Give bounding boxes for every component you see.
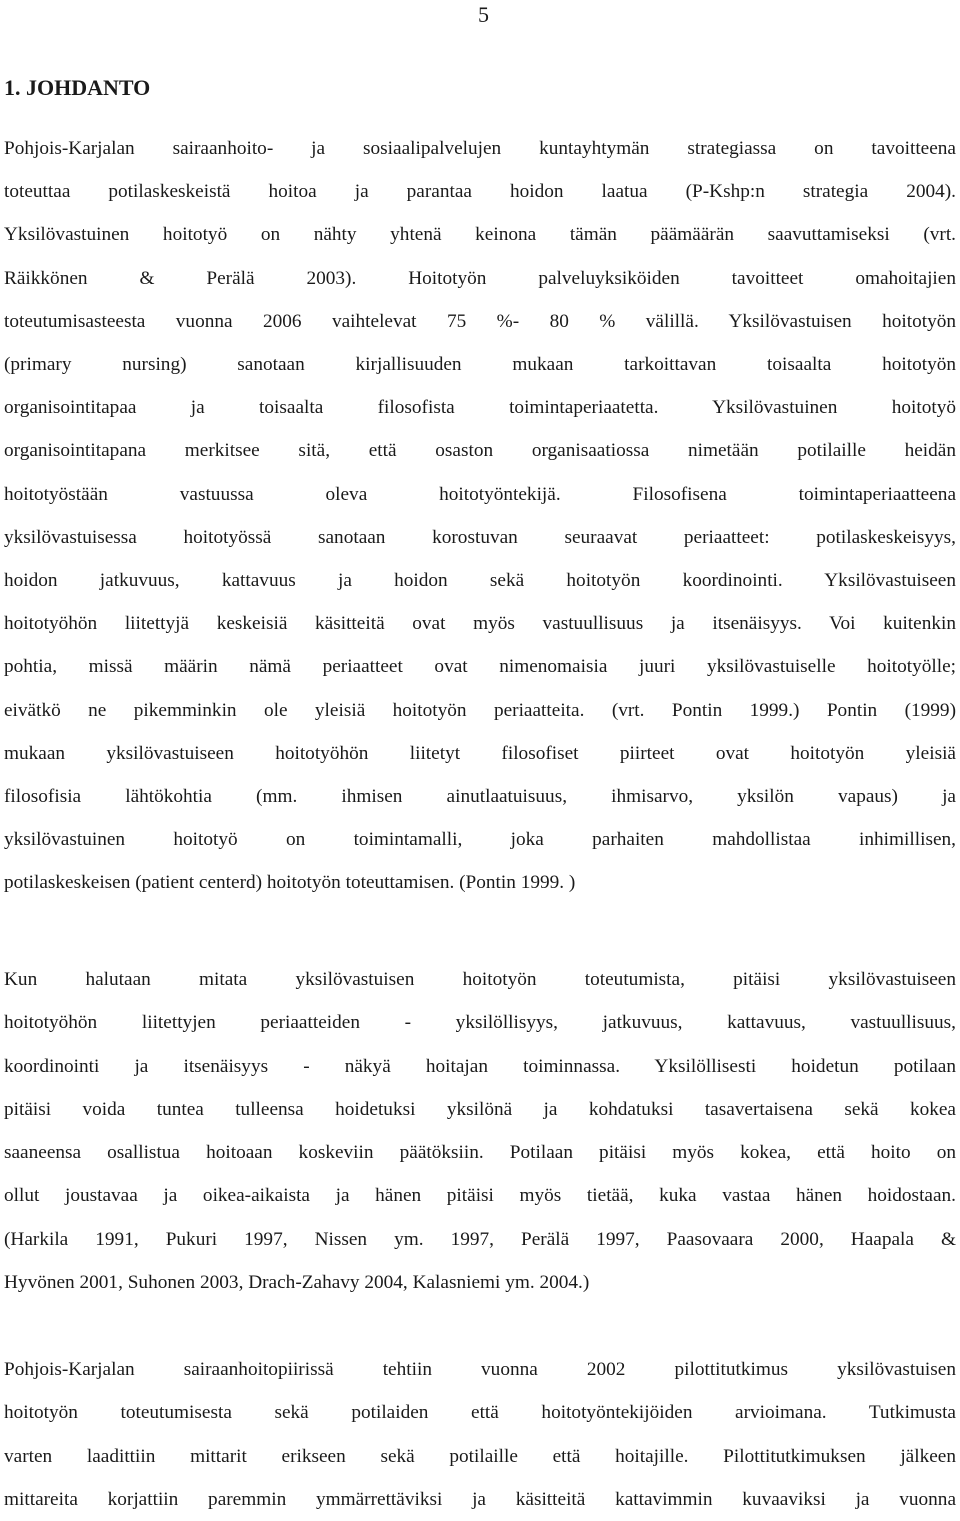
text-line: Yksilövastuinen hoitotyö on nähty yhtenä keinona tämän päämäärän saavuttamiseksi (vrt. (4, 224, 956, 246)
text-line: (primary nursing) sanotaan kirjallisuuden mukaan tarkoittavan toisaalta hoitotyön (4, 354, 956, 376)
text-line: pohtia, missä määrin nämä periaatteet ovat nimenomaisia juuri yksilövastuiselle hoitotyölle; (4, 656, 956, 678)
text-line: organisointitapana merkitsee sitä, että osaston organisaatiossa nimetään potilaille heidän (4, 440, 956, 462)
text-line: hoitotyön toteutumisesta sekä potilaiden että hoitotyöntekijöiden arvioimana. Tutkimusta (4, 1402, 956, 1424)
text-line: hoidon jatkuvuus, kattavuus ja hoidon sekä hoitotyön koordinointi. Yksilövastuiseen (4, 570, 956, 592)
text-line: hoitotyöstään vastuussa oleva hoitotyöntekijä. Filosofisena toimintaperiaatteena (4, 483, 956, 505)
section-heading: 1. JOHDANTO (4, 75, 151, 100)
text-line: Hyvönen 2001, Suhonen 2003, Drach-Zahavy 2004, Kalasniemi ym. 2004.) (4, 1272, 590, 1294)
text-line: organisointitapaa ja toisaalta filosofista toimintaperiaatetta. Yksilövastuinen hoitotyö (4, 397, 956, 419)
text-line: toteutumisasteesta vuonna 2006 vaihtelevat 75 %- 80 % välillä. Yksilövastuisen hoitotyön (4, 310, 956, 332)
text-line: mukaan yksilövastuiseen hoitotyöhön liitetyt filosofiset piirteet ovat hoitotyön yleisiä (4, 742, 956, 764)
text-line: koordinointi ja itsenäisyys - näkyä hoitajan toiminnassa. Yksilöllisesti hoidetun potilaan (4, 1055, 956, 1077)
paragraph-intro (4, 127, 956, 905)
text-line: Räikkönen & Perälä 2003). Hoitotyön palveluyksiköiden tavoitteet omahoitajien (4, 267, 956, 289)
page-number: 5 (478, 2, 489, 27)
text-line: ollut joustavaa ja oikea-aikaista ja hänen pitäisi myös tietää, kuka vastaa hänen hoidostaan. (4, 1185, 956, 1207)
text-line: hoitotyöhön liitettyjä keskeisiä käsitteitä ovat myös vastuullisuus ja itsenäisyys. Voi kuitenkin (4, 613, 956, 635)
text-line: filosofisia lähtökohtia (mm. ihmisen ainutlaatuisuus, ihmisarvo, yksilön vapaus) ja (4, 786, 956, 808)
text-line: Pohjois-Karjalan sairaanhoito- ja sosiaalipalvelujen kuntayhtymän strategiassa on tavoitteena (4, 138, 956, 159)
text-line: hoitotyöhön liitettyjen periaatteiden - yksilöllisyys, jatkuvuus, kattavuus, vastuullisuus, (4, 1012, 956, 1034)
paragraph-measurement (4, 958, 956, 1304)
text-line: varten laadittiin mittarit erikseen sekä potilaille että hoitajille. Pilottitutkimuksen jälkeen (4, 1445, 956, 1467)
text-line: (Harkila 1991, Pukuri 1997, Nissen ym. 1997, Perälä 1997, Paasovaara 2000, Haapala & (4, 1228, 956, 1250)
text-line: mittareita korjattiin paremmin ymmärrettäviksi ja käsitteitä kattavimmin kuvaaviksi ja vuonna (4, 1488, 956, 1510)
text-line: toteuttaa potilaskeskeistä hoitoa ja parantaa hoidon laatua (P-Kshp:n strategia 2004). (4, 181, 956, 203)
text-line: potilaskeskeisen (patient centerd) hoitotyön toteuttamisen. (Pontin 1999. ) (4, 872, 576, 894)
text-line: Pohjois-Karjalan sairaanhoitopiirissä tehtiin vuonna 2002 pilottitutkimus yksilövastuisen (4, 1359, 956, 1380)
text-line: eivätkö ne pikemminkin ole yleisiä hoitotyön periaatteita. (vrt. Pontin 1999.) Pontin (1999) (4, 699, 956, 721)
text-line: Kun halutaan mitata yksilövastuisen hoitotyön toteutumista, pitäisi yksilövastuiseen (4, 969, 956, 990)
text-line: saaneensa osallistua hoitoaan koskeviin päätöksiin. Potilaan pitäisi myös kokea, että hoito on (4, 1142, 956, 1164)
text-line: yksilövastuisessa hoitotyössä sanotaan korostuvan seuraavat periaatteet: potilaskeskeisyys, (4, 526, 956, 548)
paragraph-pilot-study (4, 1348, 956, 1521)
text-line: yksilövastuinen hoitotyö on toimintamalli, joka parhaiten mahdollistaa inhimillisen, (4, 829, 956, 851)
text-line: pitäisi voida tuntea tulleensa hoidetuksi yksilönä ja kohdatuksi tasavertaisena sekä kokea (4, 1098, 956, 1120)
